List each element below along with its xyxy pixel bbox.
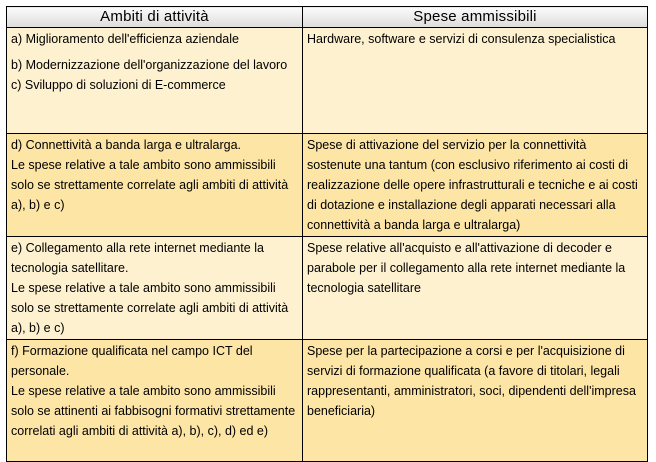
eligible-expenses-table — [6, 6, 648, 462]
spese-cell: Spese di attivazione del servizio per la connettività sostenute una tantum (con esclusivo riferimento ai costi di realizzazione delle opere infrastrutturali e tecniche e ai costi di dotazione e installazione degli apparati necessari alla connettività a banda larga e ultralarga) — [303, 134, 648, 237]
header-ambiti: Ambiti di attività — [7, 7, 303, 28]
spese-cell: Spese relative all'acquisto e all'attivazione di decoder e parabole per il collegamento alla rete internet mediante la tecnologia satellitare — [303, 237, 648, 340]
ambito-line: e) Collegamento alla rete internet mediante la tecnologia satellitare. — [11, 241, 264, 275]
table-row — [7, 134, 648, 237]
ambito-cell — [7, 237, 303, 340]
ambito-line: b) Modernizzazione dell'organizzazione del lavoro — [11, 58, 288, 72]
ambito-line: c) Sviluppo di soluzioni di E-commerce — [11, 78, 226, 92]
spese-cell: Spese per la partecipazione a corsi e per l'acquisizione di servizi di formazione qualificata (a favore di titolari, legali rappresentanti, amministratori, soci, dipendenti dell'impresa beneficiaria) — [303, 340, 648, 462]
ambito-cell — [7, 340, 303, 462]
ambito-cell — [7, 134, 303, 237]
ambito-line: Le spese relative a tale ambito sono ammissibili solo se attinenti ai fabbisogni formativi strettamente correlati agli ambiti di attività a), b), c), d) ed e) — [11, 384, 296, 438]
table-row — [7, 237, 648, 340]
table-header-row — [7, 7, 648, 28]
ambito-line: d) Connettività a banda larga e ultralarga. — [11, 138, 242, 152]
ambito-line: Le spese relative a tale ambito sono ammissibili solo se strettamente correlate agli ambiti di attività a), b) e c) — [11, 158, 289, 212]
ambito-line: a) Miglioramento dell'efficienza aziendale — [11, 32, 239, 46]
ambito-cell — [7, 28, 303, 134]
ambito-line: f) Formazione qualificata nel campo ICT del personale. — [11, 344, 253, 378]
header-spese: Spese ammissibili — [303, 7, 648, 28]
table-row — [7, 340, 648, 462]
ambito-line: Le spese relative a tale ambito sono ammissibili solo se strettamente correlate agli ambiti di attività a), b) e c) — [11, 281, 289, 335]
spese-cell: Hardware, software e servizi di consulenza specialistica — [303, 28, 648, 134]
table-row — [7, 28, 648, 134]
